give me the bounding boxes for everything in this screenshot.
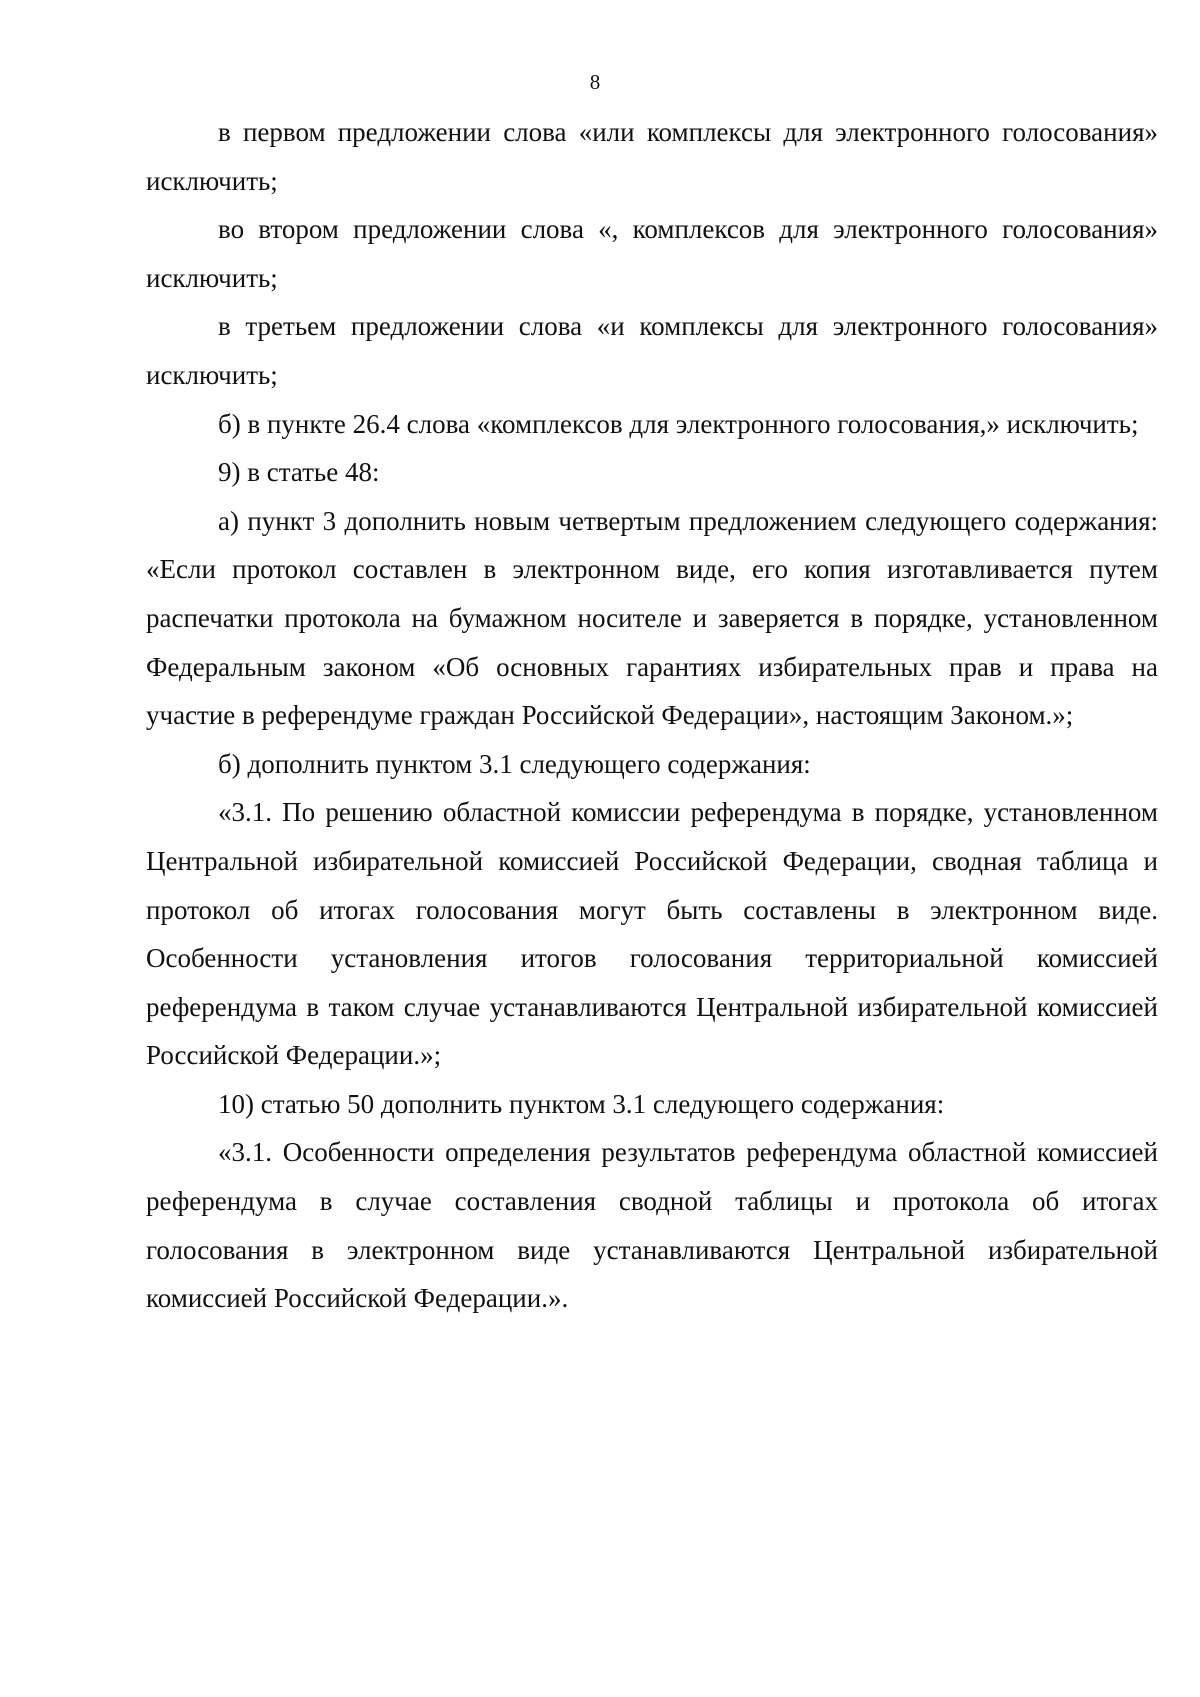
paragraph-3: в третьем предложении слова «и комплексы для электронного голосования» исключить; [146,311,1158,390]
paragraph-1: в первом предложении слова «или комплексы для электронного голосования» исключить; [146,117,1158,196]
paragraph-9: 10) статью 50 дополнить пунктом 3.1 следующего содержания: [218,1088,945,1119]
document-body [146,108,1158,1323]
paragraph-6: а) пункт 3 дополнить новым четвертым предложением следующего содержания: «Если протокол составлен в электронном виде, его копия изготавливается путем распечатки протокола на бумажном носителе и заверяется в порядке, установленном Федеральным законом «Об основных гарантиях избирательных прав и права на участие в референдуме граждан Российской Федерации», настоящим Законом.»; [146,505,1158,731]
paragraph-5: 9) в статье 48: [218,457,380,488]
paragraph-7: б) дополнить пунктом 3.1 следующего содержания: [218,748,811,779]
paragraph-2: во втором предложении слова «, комплексов для электронного голосования» исключить; [146,214,1158,293]
paragraph-10: «3.1. Особенности определения результатов референдума областной комиссией референдума в случае составления сводной таблицы и протокола об итогах голосования в электронном виде устанавливаются Центральной избирательной комиссией Российской Федерации.». [146,1137,1158,1314]
paragraph-4: б) в пункте 26.4 слова «комплексов для электронного голосования,» исключить; [218,408,1139,439]
paragraph-8: «3.1. По решению областной комиссии референдума в порядке, установленном Центральной избирательной комиссией Российской Федерации, сводная таблица и протокол об итогах голосования могут быть составлены в электронном виде. Особенности установления итогов голосования территориальной комиссией референдума в таком случае устанавливаются Центральной избирательной комиссией Российской Федерации.»; [146,797,1158,1071]
page-number: 8 [589,70,601,94]
